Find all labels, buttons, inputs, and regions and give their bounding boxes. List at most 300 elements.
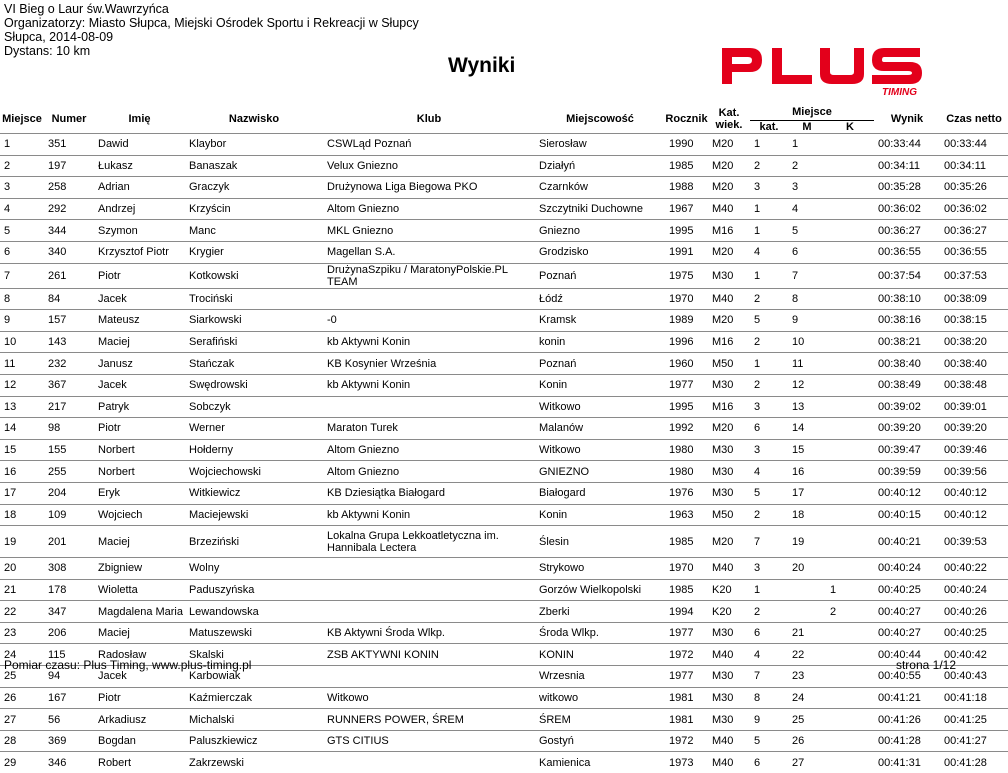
cell-net-time: 00:36:02: [940, 198, 1008, 220]
cell-net-time: 00:36:27: [940, 220, 1008, 242]
cell-city: Poznań: [535, 353, 665, 375]
cell-last-name: Swędrowski: [185, 374, 323, 396]
cell-last-name: Banaszak: [185, 155, 323, 177]
cell-bib: 351: [44, 134, 94, 156]
cell-men-place: 14: [788, 418, 826, 440]
cell-men-place: 11: [788, 353, 826, 375]
cell-club: KB Kosynier Września: [323, 353, 535, 375]
cell-club: CSWLąd Poznań: [323, 134, 535, 156]
cell-club: Maraton Turek: [323, 418, 535, 440]
cell-city: Poznań: [535, 263, 665, 288]
cell-first-name: Dawid: [94, 134, 185, 156]
cell-club: MKL Gniezno: [323, 220, 535, 242]
cell-result-time: 00:34:11: [874, 155, 940, 177]
col-miejsce-group: Miejsce: [750, 104, 874, 121]
cell-place: 8: [0, 288, 44, 310]
cell-men-place: 9: [788, 310, 826, 332]
table-row: [0, 504, 1008, 526]
cell-year: 1963: [665, 504, 708, 526]
table-row: [0, 374, 1008, 396]
cell-net-time: 00:37:53: [940, 263, 1008, 288]
cell-cat-place: 5: [750, 482, 788, 504]
cell-women-place: [826, 526, 874, 558]
cell-women-place: [826, 482, 874, 504]
cell-cat-place: 3: [750, 558, 788, 580]
cell-men-place: 16: [788, 461, 826, 483]
cell-year: 1996: [665, 331, 708, 353]
cell-category: M20: [708, 526, 750, 558]
cell-first-name: Andrzej: [94, 198, 185, 220]
table-row: [0, 241, 1008, 263]
cell-year: 1989: [665, 310, 708, 332]
cell-club: [323, 396, 535, 418]
cell-place: 29: [0, 752, 44, 773]
cell-year: 1980: [665, 461, 708, 483]
cell-city: Działyń: [535, 155, 665, 177]
cell-city: Wrzesnia: [535, 666, 665, 688]
cell-women-place: [826, 177, 874, 199]
cell-city: Konin: [535, 374, 665, 396]
table-row: [0, 155, 1008, 177]
cell-result-time: 00:40:25: [874, 579, 940, 601]
cell-men-place: 19: [788, 526, 826, 558]
cell-city: Gostyń: [535, 730, 665, 752]
cell-women-place: [826, 709, 874, 731]
cell-club: Lokalna Grupa Lekkoatletyczna im. Hannibala Lectera: [323, 526, 535, 558]
cell-net-time: 00:40:25: [940, 622, 1008, 644]
cell-net-time: 00:39:56: [940, 461, 1008, 483]
cell-men-place: 15: [788, 439, 826, 461]
cell-place: 28: [0, 730, 44, 752]
cell-men-place: 24: [788, 687, 826, 709]
cell-year: 1991: [665, 241, 708, 263]
cell-club: [323, 601, 535, 623]
table-row: [0, 579, 1008, 601]
cell-first-name: Adrian: [94, 177, 185, 199]
cell-cat-place: 6: [750, 418, 788, 440]
cell-result-time: 00:41:26: [874, 709, 940, 731]
cell-category: M30: [708, 709, 750, 731]
organizers: Organizatorzy: Miasto Słupca, Miejski Ośrodek Sportu i Rekreacji w Słupcy: [4, 16, 419, 30]
cell-result-time: 00:38:40: [874, 353, 940, 375]
cell-last-name: Trociński: [185, 288, 323, 310]
cell-category: M40: [708, 644, 750, 666]
cell-men-place: 20: [788, 558, 826, 580]
cell-cat-place: 2: [750, 288, 788, 310]
cell-bib: 258: [44, 177, 94, 199]
cell-club: Velux Gniezno: [323, 155, 535, 177]
cell-women-place: [826, 439, 874, 461]
cell-result-time: 00:33:44: [874, 134, 940, 156]
cell-bib: 201: [44, 526, 94, 558]
cell-first-name: Arkadiusz: [94, 709, 185, 731]
cell-women-place: [826, 263, 874, 288]
cell-cat-place: 2: [750, 601, 788, 623]
cell-women-place: 1: [826, 579, 874, 601]
cell-result-time: 00:40:15: [874, 504, 940, 526]
cell-year: 1970: [665, 558, 708, 580]
cell-place: 4: [0, 198, 44, 220]
table-row: [0, 198, 1008, 220]
cell-first-name: Wioletta: [94, 579, 185, 601]
table-row: [0, 601, 1008, 623]
cell-men-place: 5: [788, 220, 826, 242]
cell-year: 1994: [665, 601, 708, 623]
cell-first-name: Zbigniew: [94, 558, 185, 580]
table-row: [0, 730, 1008, 752]
cell-category: M30: [708, 439, 750, 461]
col-numer: Numer: [44, 104, 94, 134]
cell-men-place: 8: [788, 288, 826, 310]
cell-men-place: 4: [788, 198, 826, 220]
cell-bib: 204: [44, 482, 94, 504]
cell-city: Szczytniki Duchowne: [535, 198, 665, 220]
cell-result-time: 00:36:27: [874, 220, 940, 242]
cell-net-time: 00:40:12: [940, 504, 1008, 526]
cell-last-name: Zakrzewski: [185, 752, 323, 773]
cell-last-name: Stańczak: [185, 353, 323, 375]
cell-first-name: Jacek: [94, 666, 185, 688]
cell-women-place: [826, 622, 874, 644]
cell-women-place: [826, 331, 874, 353]
cell-result-time: 00:41:28: [874, 730, 940, 752]
table-row: [0, 263, 1008, 288]
cell-category: M20: [708, 418, 750, 440]
cell-cat-place: 1: [750, 579, 788, 601]
cell-net-time: 00:40:26: [940, 601, 1008, 623]
cell-year: 1980: [665, 439, 708, 461]
cell-men-place: 2: [788, 155, 826, 177]
cell-place: 21: [0, 579, 44, 601]
col-kat-wiek: [708, 104, 750, 134]
cell-category: M20: [708, 155, 750, 177]
cell-category: M20: [708, 134, 750, 156]
cell-first-name: Szymon: [94, 220, 185, 242]
cell-year: 1995: [665, 220, 708, 242]
cell-women-place: [826, 396, 874, 418]
cell-category: M40: [708, 752, 750, 773]
table-row: [0, 418, 1008, 440]
cell-club: Altom Gniezno: [323, 198, 535, 220]
cell-year: 1977: [665, 666, 708, 688]
cell-bib: 347: [44, 601, 94, 623]
cell-club: GTS CITIUS: [323, 730, 535, 752]
col-miejsce: Miejsce: [0, 104, 44, 134]
cell-club: Drużynowa Liga Biegowa PKO: [323, 177, 535, 199]
cell-women-place: [826, 666, 874, 688]
cell-last-name: Wojciechowski: [185, 461, 323, 483]
cell-first-name: Wojciech: [94, 504, 185, 526]
cell-cat-place: 2: [750, 504, 788, 526]
cell-result-time: 00:38:21: [874, 331, 940, 353]
cell-place: 18: [0, 504, 44, 526]
event-name: VI Bieg o Laur św.Wawrzyńca: [4, 2, 419, 16]
cell-net-time: 00:41:25: [940, 709, 1008, 731]
event-place-date: Słupca, 2014-08-09: [4, 30, 419, 44]
cell-place: 17: [0, 482, 44, 504]
cell-year: 1972: [665, 730, 708, 752]
cell-result-time: 00:36:02: [874, 198, 940, 220]
cell-net-time: 00:38:40: [940, 353, 1008, 375]
cell-bib: 197: [44, 155, 94, 177]
cell-first-name: Norbert: [94, 461, 185, 483]
cell-category: M16: [708, 220, 750, 242]
cell-year: 1985: [665, 579, 708, 601]
cell-first-name: Maciej: [94, 526, 185, 558]
cell-net-time: 00:38:15: [940, 310, 1008, 332]
cell-last-name: Kaźmierczak: [185, 687, 323, 709]
cell-year: 1977: [665, 374, 708, 396]
cell-result-time: 00:39:20: [874, 418, 940, 440]
cell-net-time: 00:40:24: [940, 579, 1008, 601]
cell-last-name: Paduszyńska: [185, 579, 323, 601]
cell-category: M40: [708, 198, 750, 220]
cell-first-name: Bogdan: [94, 730, 185, 752]
cell-cat-place: 8: [750, 687, 788, 709]
cell-men-place: 13: [788, 396, 826, 418]
cell-net-time: 00:33:44: [940, 134, 1008, 156]
cell-men-place: 18: [788, 504, 826, 526]
col-kat-wiek-line1: Kat.: [719, 107, 740, 119]
cell-cat-place: 3: [750, 396, 788, 418]
cell-cat-place: 1: [750, 263, 788, 288]
cell-club: Altom Gniezno: [323, 439, 535, 461]
cell-men-place: [788, 601, 826, 623]
cell-club: KB Aktywni Środa Wlkp.: [323, 622, 535, 644]
cell-first-name: Krzysztof Piotr: [94, 241, 185, 263]
cell-club: kb Aktywni Konin: [323, 504, 535, 526]
cell-women-place: [826, 155, 874, 177]
cell-last-name: Maciejewski: [185, 504, 323, 526]
cell-place: 10: [0, 331, 44, 353]
cell-result-time: 00:41:31: [874, 752, 940, 773]
cell-net-time: 00:38:48: [940, 374, 1008, 396]
cell-category: M40: [708, 558, 750, 580]
cell-category: M30: [708, 263, 750, 288]
cell-last-name: Siarkowski: [185, 310, 323, 332]
cell-city: Malanów: [535, 418, 665, 440]
cell-result-time: 00:40:21: [874, 526, 940, 558]
cell-city: Witkowo: [535, 396, 665, 418]
cell-women-place: [826, 418, 874, 440]
event-distance: Dystans: 10 km: [4, 44, 419, 58]
cell-place: 2: [0, 155, 44, 177]
cell-city: Sierosław: [535, 134, 665, 156]
cell-year: 1975: [665, 263, 708, 288]
cell-men-place: 27: [788, 752, 826, 773]
cell-club: -0: [323, 310, 535, 332]
cell-year: 1981: [665, 709, 708, 731]
cell-women-place: [826, 288, 874, 310]
cell-men-place: 25: [788, 709, 826, 731]
cell-place: 22: [0, 601, 44, 623]
table-row: [0, 482, 1008, 504]
cell-place: 12: [0, 374, 44, 396]
col-klub: Klub: [323, 104, 535, 134]
cell-cat-place: 6: [750, 752, 788, 773]
cell-place: 24: [0, 644, 44, 666]
cell-women-place: [826, 353, 874, 375]
cell-result-time: 00:37:54: [874, 263, 940, 288]
table-row: [0, 288, 1008, 310]
cell-city: Strykowo: [535, 558, 665, 580]
cell-men-place: 10: [788, 331, 826, 353]
cell-women-place: [826, 644, 874, 666]
cell-net-time: 00:41:28: [940, 752, 1008, 773]
cell-category: M40: [708, 288, 750, 310]
cell-place: 15: [0, 439, 44, 461]
cell-last-name: Kotkowski: [185, 263, 323, 288]
cell-bib: 143: [44, 331, 94, 353]
logo-subtext: TIMING: [882, 87, 917, 98]
cell-last-name: Hołderny: [185, 439, 323, 461]
cell-place: 27: [0, 709, 44, 731]
table-row: [0, 687, 1008, 709]
cell-result-time: 00:39:02: [874, 396, 940, 418]
cell-first-name: Mateusz: [94, 310, 185, 332]
cell-net-time: 00:39:46: [940, 439, 1008, 461]
cell-city: Ślesin: [535, 526, 665, 558]
cell-last-name: Lewandowska: [185, 601, 323, 623]
cell-cat-place: 4: [750, 461, 788, 483]
plus-timing-logo: [716, 40, 956, 96]
cell-year: 1960: [665, 353, 708, 375]
cell-women-place: [826, 241, 874, 263]
cell-year: 1990: [665, 134, 708, 156]
table-row: [0, 709, 1008, 731]
cell-cat-place: 4: [750, 241, 788, 263]
event-header: [4, 2, 419, 58]
cell-place: 3: [0, 177, 44, 199]
cell-last-name: Krzyścin: [185, 198, 323, 220]
cell-last-name: Paluszkiewicz: [185, 730, 323, 752]
cell-men-place: 12: [788, 374, 826, 396]
table-row: [0, 622, 1008, 644]
cell-city: Gniezno: [535, 220, 665, 242]
cell-women-place: [826, 310, 874, 332]
cell-year: 1992: [665, 418, 708, 440]
cell-last-name: Skalski: [185, 644, 323, 666]
cell-club: Magellan S.A.: [323, 241, 535, 263]
cell-year: 1977: [665, 622, 708, 644]
table-row: [0, 461, 1008, 483]
cell-bib: 344: [44, 220, 94, 242]
cell-last-name: Klaybor: [185, 134, 323, 156]
table-row: [0, 353, 1008, 375]
col-imie: Imię: [94, 104, 185, 134]
cell-cat-place: 4: [750, 644, 788, 666]
cell-city: Konin: [535, 504, 665, 526]
cell-category: M30: [708, 461, 750, 483]
cell-city: Czarnków: [535, 177, 665, 199]
cell-result-time: 00:40:55: [874, 666, 940, 688]
cell-cat-place: 1: [750, 220, 788, 242]
cell-result-time: 00:35:28: [874, 177, 940, 199]
cell-net-time: 00:41:27: [940, 730, 1008, 752]
table-row: [0, 331, 1008, 353]
cell-year: 1970: [665, 288, 708, 310]
results-body: [0, 134, 1008, 773]
table-row: [0, 134, 1008, 156]
cell-cat-place: 1: [750, 134, 788, 156]
cell-last-name: Werner: [185, 418, 323, 440]
cell-first-name: Magdalena Maria: [94, 601, 185, 623]
cell-last-name: Brzeziński: [185, 526, 323, 558]
cell-bib: 157: [44, 310, 94, 332]
cell-cat-place: 3: [750, 177, 788, 199]
cell-last-name: Wolny: [185, 558, 323, 580]
cell-year: 1985: [665, 526, 708, 558]
page-title: Wyniki: [448, 54, 515, 78]
cell-result-time: 00:40:27: [874, 601, 940, 623]
cell-last-name: Graczyk: [185, 177, 323, 199]
table-row: [0, 526, 1008, 558]
cell-place: 7: [0, 263, 44, 288]
cell-men-place: 26: [788, 730, 826, 752]
col-kat: kat.: [750, 121, 788, 134]
cell-year: 1967: [665, 198, 708, 220]
cell-place: 26: [0, 687, 44, 709]
cell-city: Gorzów Wielkopolski: [535, 579, 665, 601]
cell-club: ZSB AKTYWNI KONIN: [323, 644, 535, 666]
cell-last-name: Krygier: [185, 241, 323, 263]
cell-category: M30: [708, 687, 750, 709]
col-wynik: Wynik: [874, 104, 940, 134]
table-row: [0, 396, 1008, 418]
cell-city: GNIEZNO: [535, 461, 665, 483]
cell-cat-place: 7: [750, 526, 788, 558]
cell-net-time: 00:38:20: [940, 331, 1008, 353]
cell-bib: 84: [44, 288, 94, 310]
cell-result-time: 00:41:21: [874, 687, 940, 709]
cell-women-place: [826, 220, 874, 242]
cell-bib: 94: [44, 666, 94, 688]
cell-cat-place: 1: [750, 353, 788, 375]
cell-city: konin: [535, 331, 665, 353]
table-row: [0, 220, 1008, 242]
cell-bib: 255: [44, 461, 94, 483]
cell-club: Altom Gniezno: [323, 461, 535, 483]
cell-category: M30: [708, 622, 750, 644]
cell-first-name: Patryk: [94, 396, 185, 418]
cell-last-name: Matuszewski: [185, 622, 323, 644]
cell-first-name: Janusz: [94, 353, 185, 375]
cell-net-time: 00:35:26: [940, 177, 1008, 199]
col-m: M: [788, 121, 826, 134]
cell-last-name: Serafiński: [185, 331, 323, 353]
table-row: [0, 310, 1008, 332]
cell-men-place: 7: [788, 263, 826, 288]
cell-category: M30: [708, 482, 750, 504]
cell-last-name: Sobczyk: [185, 396, 323, 418]
cell-bib: 292: [44, 198, 94, 220]
cell-net-time: 00:40:12: [940, 482, 1008, 504]
cell-last-name: Karbowiak: [185, 666, 323, 688]
cell-city: KONIN: [535, 644, 665, 666]
cell-result-time: 00:38:16: [874, 310, 940, 332]
cell-club: RUNNERS POWER, ŚREM: [323, 709, 535, 731]
cell-first-name: Łukasz: [94, 155, 185, 177]
cell-men-place: 17: [788, 482, 826, 504]
cell-cat-place: 1: [750, 198, 788, 220]
cell-result-time: 00:36:55: [874, 241, 940, 263]
cell-result-time: 00:40:44: [874, 644, 940, 666]
cell-bib: 56: [44, 709, 94, 731]
cell-men-place: 22: [788, 644, 826, 666]
cell-bib: 308: [44, 558, 94, 580]
cell-place: 11: [0, 353, 44, 375]
cell-year: 1973: [665, 752, 708, 773]
